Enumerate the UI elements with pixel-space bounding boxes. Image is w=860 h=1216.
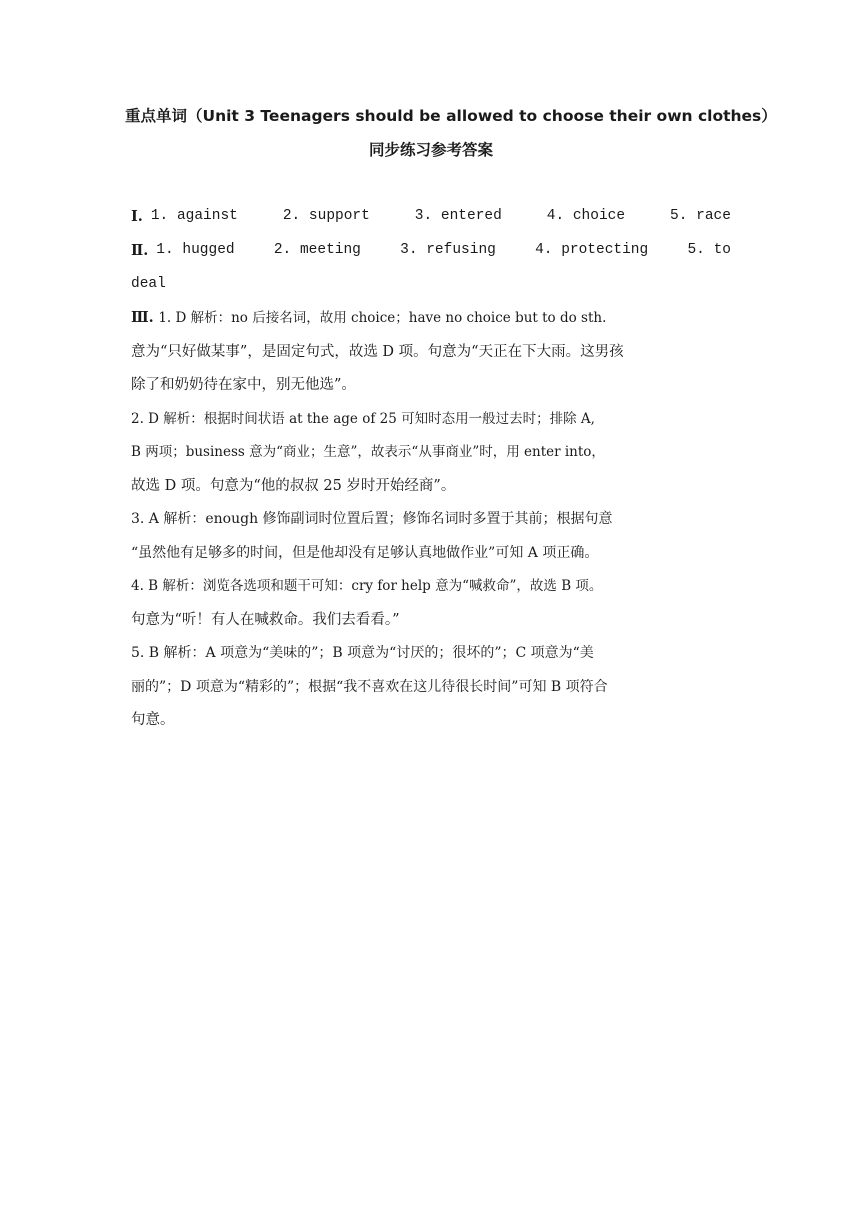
section-2-continuation-row [131, 268, 731, 302]
explanation-line: “虽然他有足够多的时间，但是他却没有足够认真地做作业”可知 A 项正确。 [131, 544, 599, 561]
explanation-line: B 两项；business 意为“商业；生意”，故表示“从事商业”时，用 enter into， [131, 444, 605, 460]
section-2 [131, 234, 731, 301]
explanation-line: 除了和奶奶待在家中，别无他选”。 [131, 377, 356, 393]
section-1-label: Ⅰ. [131, 208, 143, 225]
explanation-line: 句意为“听！有人在喊救命。我们去看看。” [131, 611, 400, 628]
answer-item: 5. race [670, 208, 731, 224]
section-1 [131, 200, 731, 234]
answer-item: 1. hugged [156, 242, 235, 258]
document-title: 重点单词（Unit 3 Teenagers should be allowed to choose their own clothes） [125, 107, 777, 125]
section-3 [131, 301, 731, 738]
section-1-row [131, 200, 731, 234]
section-3-label: Ⅲ. [131, 309, 154, 326]
explanation-line: 3. A 解析：enough 修饰副词时位置后置；修饰名词时多置于其前；根据句意 [131, 511, 613, 527]
explanation-text: 1. D 解析：no 后接名词，故用 choice；have no choice but to do sth. [158, 310, 607, 326]
section-2-row [131, 234, 731, 268]
answer-item: 3. refusing [400, 242, 496, 258]
answer-item: 4. choice [546, 208, 626, 224]
explanation-line: 2. D 解析：根据时间状语 at the age of 25 可知时态用一般过去时；排除 A, [131, 410, 595, 427]
explanation-line: 4. B 解析：浏览各选项和题干可知：cry for help 意为“喊救命”，故选 B 项。 [131, 578, 603, 594]
explanation-line: 丽的”；D 项意为“精彩的”；根据“我不喜欢在这儿待很长时间”可知 B 项符合 [131, 678, 608, 695]
explanation-line: 5. B 解析：A 项意为“美味的”；B 项意为“讨厌的；很坏的”；C 项意为“美 [131, 645, 594, 661]
explanation-line: 句意。 [131, 712, 175, 728]
answer-item: 2. meeting [273, 242, 361, 258]
answer-continuation: deal [131, 275, 166, 292]
explanation-line: 意为“只好做某事”，是固定句式，故选 D 项。句意为“天正在下大雨。这男孩 [131, 343, 624, 360]
explanation-line [131, 301, 731, 336]
answer-item: 2. support [282, 208, 370, 224]
section-2-label: Ⅱ. [131, 242, 149, 259]
answer-item: 4. protecting [535, 242, 649, 258]
answer-item: 5. to [687, 242, 731, 258]
explanation-line: 故选 D 项。句意为“他的叔叔 25 岁时开始经商”。 [131, 477, 456, 494]
document-subtitle: 同步练习参考答案 [368, 141, 493, 159]
answer-item: 1. against [150, 208, 238, 224]
answer-item: 3. entered [414, 208, 502, 224]
